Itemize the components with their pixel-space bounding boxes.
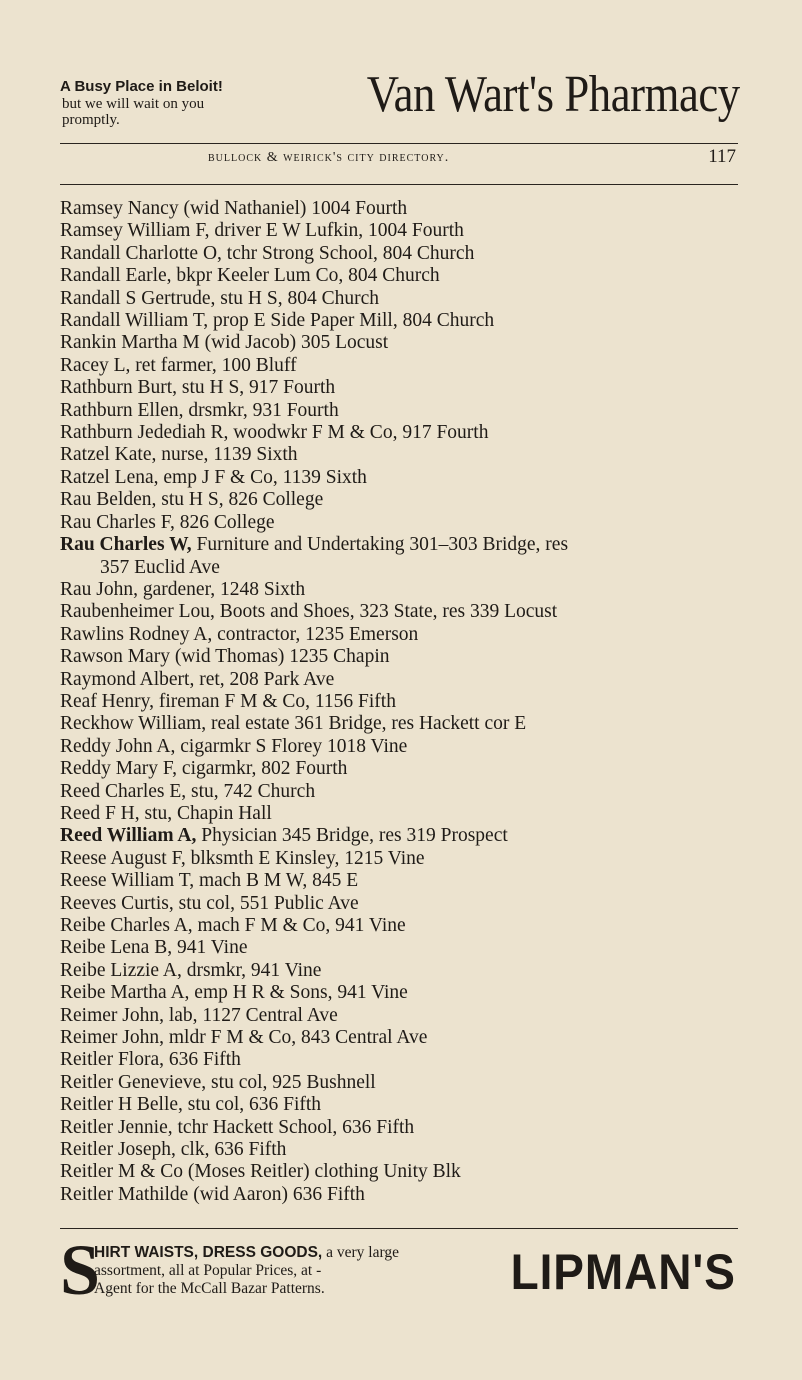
entry-text: Reaf Henry, fireman F M & Co, 1156 Fifth bbox=[60, 690, 396, 712]
directory-entry bbox=[60, 736, 750, 758]
entry-text: Reed F H, stu, Chapin Hall bbox=[60, 802, 272, 824]
directory-entry bbox=[60, 310, 750, 332]
pharmacy-brand: Van Wart's Pharmacy bbox=[367, 66, 740, 123]
entry-text: Rathburn Burt, stu H S, 917 Fourth bbox=[60, 377, 336, 399]
directory-entry bbox=[60, 646, 750, 668]
entry-text: Reimer John, mldr F M & Co, 843 Central Ave bbox=[60, 1027, 428, 1049]
directory-entry bbox=[60, 624, 750, 646]
entry-text: Raymond Albert, ret, 208 Park Ave bbox=[60, 668, 335, 690]
directory-entry bbox=[60, 579, 750, 601]
entry-text: Reddy John A, cigarmkr S Florey 1018 Vine bbox=[60, 735, 408, 757]
page-number: 117 bbox=[708, 146, 736, 167]
ad-copy-line bbox=[94, 1244, 494, 1262]
directory-entry bbox=[60, 601, 750, 623]
directory-entry bbox=[60, 489, 750, 511]
entry-text: Reibe Lena B, 941 Vine bbox=[60, 937, 248, 959]
pharmacy-advertisement bbox=[60, 68, 740, 138]
directory-entries bbox=[60, 198, 750, 1206]
directory-entry bbox=[60, 1027, 750, 1049]
entry-text: Rathburn Ellen, drsmkr, 931 Fourth bbox=[60, 399, 339, 421]
running-head bbox=[60, 146, 738, 172]
directory-entry bbox=[60, 1184, 750, 1206]
entry-text: Randall Earle, bkpr Keeler Lum Co, 804 Church bbox=[60, 265, 440, 287]
directory-entry bbox=[60, 669, 750, 691]
entry-text: Reimer John, lab, 1127 Central Ave bbox=[60, 1004, 338, 1026]
directory-entry bbox=[60, 467, 750, 489]
directory-entry bbox=[60, 1072, 750, 1094]
entry-bold-name: Rau Charles W, bbox=[60, 534, 192, 556]
entry-text: Rau Charles F, 826 College bbox=[60, 511, 275, 533]
entry-text: Reese August F, blksmth E Kinsley, 1215 Vine bbox=[60, 847, 425, 869]
entry-text: Reibe Lizzie A, drsmkr, 941 Vine bbox=[60, 959, 322, 981]
directory-entry bbox=[60, 332, 750, 354]
entry-bold-name: Reed William A, bbox=[60, 825, 197, 847]
entry-text: Reddy Mary F, cigarmkr, 802 Fourth bbox=[60, 758, 348, 780]
entry-text: Reitler Genevieve, stu col, 925 Bushnell bbox=[60, 1071, 376, 1093]
directory-entry bbox=[60, 198, 750, 220]
ad-slogan-line: but we will wait on you bbox=[62, 96, 205, 112]
ad-copy-line: Agent for the McCall Bazar Patterns. bbox=[94, 1280, 325, 1297]
directory-entry bbox=[60, 758, 750, 780]
entry-text: Reeves Curtis, stu col, 551 Public Ave bbox=[60, 892, 359, 914]
entry-text: Physician 345 Bridge, res 319 Prospect bbox=[196, 825, 508, 847]
entry-text: Reitler Mathilde (wid Aaron) 636 Fifth bbox=[60, 1183, 365, 1205]
ad-copy-caps: HIRT WAISTS, DRESS GOODS, bbox=[94, 1244, 323, 1261]
directory-entry bbox=[60, 534, 750, 579]
entry-text: Reitler Joseph, clk, 636 Fifth bbox=[60, 1139, 287, 1161]
directory-entry bbox=[60, 825, 750, 847]
header-rule-bottom bbox=[60, 184, 738, 185]
directory-entry bbox=[60, 355, 750, 377]
directory-entry bbox=[60, 444, 750, 466]
ad-slogan-line: A Busy Place in Beloit! bbox=[60, 78, 223, 95]
directory-entry bbox=[60, 243, 750, 265]
directory-entry bbox=[60, 1049, 750, 1071]
entry-text: Ramsey Nancy (wid Nathaniel) 1004 Fourth bbox=[60, 198, 408, 219]
entry-text: Ramsey William F, driver E W Lufkin, 1004 Fourth bbox=[60, 220, 464, 242]
directory-title: bullock & weirick's city directory. bbox=[208, 150, 450, 165]
entry-text: Reese William T, mach B M W, 845 E bbox=[60, 870, 359, 892]
entry-text: Reitler Flora, 636 Fifth bbox=[60, 1049, 241, 1071]
entry-text: Ratzel Kate, nurse, 1139 Sixth bbox=[60, 444, 298, 466]
directory-entry bbox=[60, 937, 750, 959]
ad-slogan-line: promptly. bbox=[62, 112, 120, 128]
directory-entry bbox=[60, 691, 750, 713]
entry-text: Randall William T, prop E Side Paper Mill, 804 Church bbox=[60, 310, 495, 332]
entry-text: Reed Charles E, stu, 742 Church bbox=[60, 780, 316, 802]
directory-entry bbox=[60, 915, 750, 937]
directory-entry bbox=[60, 713, 750, 735]
entry-text: Reitler Jennie, tchr Hackett School, 636 Fifth bbox=[60, 1116, 415, 1138]
entry-text: Reibe Martha A, emp H R & Sons, 941 Vine bbox=[60, 982, 408, 1004]
ad-copy bbox=[94, 1244, 494, 1298]
directory-entry bbox=[60, 400, 750, 422]
entry-text: Furniture and Undertaking 301–303 Bridge, res bbox=[191, 534, 569, 556]
entry-text: Reckhow William, real estate 361 Bridge, res Hackett cor E bbox=[60, 713, 527, 735]
directory-entry bbox=[60, 960, 750, 982]
entry-text: Rau John, gardener, 1248 Sixth bbox=[60, 578, 306, 600]
directory-entry bbox=[60, 422, 750, 444]
ad-initial-letter: S bbox=[60, 1230, 101, 1310]
entry-text: Randall Charlotte O, tchr Strong School, 804 Church bbox=[60, 242, 475, 264]
ad-copy-rest: a very large bbox=[322, 1244, 399, 1261]
entry-text: Racey L, ret farmer, 100 Bluff bbox=[60, 354, 297, 376]
entry-text: Rau Belden, stu H S, 826 College bbox=[60, 489, 324, 511]
directory-entry bbox=[60, 1161, 750, 1183]
entry-text: Rathburn Jedediah R, woodwkr F M & Co, 917 Fourth bbox=[60, 422, 489, 444]
footer-rule bbox=[60, 1228, 738, 1229]
directory-entry bbox=[60, 781, 750, 803]
entry-text: Randall S Gertrude, stu H S, 804 Church bbox=[60, 287, 380, 309]
directory-entry bbox=[60, 870, 750, 892]
directory-entry bbox=[60, 893, 750, 915]
entry-text: Ratzel Lena, emp J F & Co, 1139 Sixth bbox=[60, 466, 367, 488]
entry-continuation: 357 Euclid Ave bbox=[100, 556, 220, 578]
entry-text: Rawson Mary (wid Thomas) 1235 Chapin bbox=[60, 646, 390, 668]
lipmans-brand: LIPMAN'S bbox=[510, 1244, 736, 1300]
directory-entry bbox=[60, 848, 750, 870]
directory-entry bbox=[60, 220, 750, 242]
entry-text: Raubenheimer Lou, Boots and Shoes, 323 State, res 339 Locust bbox=[60, 601, 558, 623]
directory-entry bbox=[60, 1005, 750, 1027]
directory-entry bbox=[60, 1117, 750, 1139]
directory-entry bbox=[60, 982, 750, 1004]
entry-text: Reitler M & Co (Moses Reitler) clothing Unity Blk bbox=[60, 1161, 461, 1183]
entry-text: Reitler H Belle, stu col, 636 Fifth bbox=[60, 1094, 322, 1116]
ad-copy-line: assortment, all at Popular Prices, at - bbox=[94, 1262, 322, 1279]
entry-text: Rankin Martha M (wid Jacob) 305 Locust bbox=[60, 332, 389, 354]
entry-text: Rawlins Rodney A, contractor, 1235 Emerson bbox=[60, 623, 419, 645]
directory-entry bbox=[60, 265, 750, 287]
directory-entry bbox=[60, 288, 750, 310]
header-rule-top bbox=[60, 143, 738, 144]
directory-entry bbox=[60, 803, 750, 825]
directory-entry bbox=[60, 512, 750, 534]
lipmans-advertisement bbox=[60, 1230, 740, 1310]
ad-slogan bbox=[60, 78, 310, 128]
directory-entry bbox=[60, 377, 750, 399]
entry-text: Reibe Charles A, mach F M & Co, 941 Vine bbox=[60, 915, 406, 936]
directory-entry bbox=[60, 1139, 750, 1161]
directory-entry bbox=[60, 1094, 750, 1116]
